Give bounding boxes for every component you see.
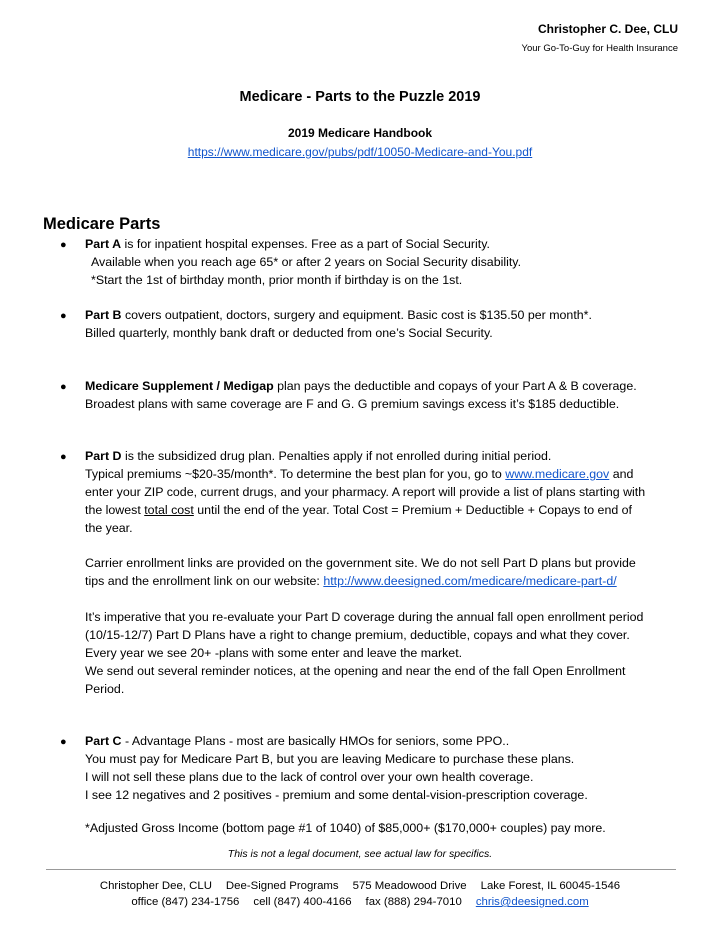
part-d-line5: the year. <box>85 521 133 535</box>
medigap-line1: plan pays the deductible and copays of your Part A & B coverage. <box>273 379 637 393</box>
part-b-label: Part B <box>85 308 122 322</box>
handbook-label: 2019 Medicare Handbook <box>287 126 433 140</box>
part-d-p3-line2: (10/15-12/7) Part D Plans have a right to change premium, deductible, copays and what they cover. <box>85 628 630 642</box>
footer-company: Dee-Signed Programs <box>225 880 339 892</box>
part-d-p3-line4: We send out several reminder notices, at the opening and near the end of the fall Open Enrollment <box>85 664 626 678</box>
part-d-line2-pre: Typical premiums ~$20-35/month*. To determine the best plan for you, go to <box>85 467 506 481</box>
bullet-part-c: ● <box>60 736 67 748</box>
footer-fax: fax (888) 294-7010 <box>365 896 462 908</box>
footer-street: 575 Meadowood Drive <box>352 880 467 892</box>
bullet-part-d: ● <box>60 451 67 463</box>
part-c-block <box>85 732 685 804</box>
legal-disclaimer: This is not a legal document, see actual law for specifics. <box>227 848 493 860</box>
part-d-line1: is the subsidized drug plan. Penalties apply if not enrolled during initial period. <box>121 449 552 463</box>
footer-office: office (847) 234-1756 <box>131 896 240 908</box>
part-d-para3 <box>85 608 685 698</box>
part-d-p2-line1: Carrier enrollment links are provided on the government site. We do not sell Part D plans but provide <box>85 556 636 570</box>
part-d-p3-line1: It’s imperative that you re-evaluate your Part D coverage during the annual fall open enrollment period <box>85 610 644 624</box>
footer-city: Lake Forest, IL 60045-1546 <box>480 880 621 892</box>
part-c-line4: I see 12 negatives and 2 positives - premium and some dental-vision-prescription coverage. <box>85 788 588 802</box>
part-d-label: Part D <box>85 449 122 463</box>
part-a-label: Part A <box>85 237 122 251</box>
part-d-line2-post: and <box>609 467 634 481</box>
bullet-part-a: ● <box>60 239 67 251</box>
part-d-block <box>85 447 685 537</box>
part-d-para2 <box>85 554 685 590</box>
header-tagline: Your Go-To-Guy for Health Insurance <box>521 43 678 54</box>
part-a-block <box>85 235 685 289</box>
part-b-line1: covers outpatient, doctors, surgery and equipment. Basic cost is $135.50 per month*. <box>121 308 592 322</box>
part-a-line2: Available when you reach age 65* or after 2 years on Social Security disability. <box>91 255 522 269</box>
part-d-p3-line3: Every year we see 20+ -plans with some enter and leave the market. <box>85 646 463 660</box>
part-d-p3-line5: Period. <box>85 682 125 696</box>
header-name: Christopher C. Dee, CLU <box>537 22 678 36</box>
footer-cell: cell (847) 400-4166 <box>253 896 352 908</box>
footer-contact-line <box>0 893 720 911</box>
part-d-line4-pre: the lowest <box>85 503 145 517</box>
agi-note: *Adjusted Gross Income (bottom page #1 of 1040) of $85,000+ ($170,000+ couples) pay more. <box>85 821 606 835</box>
part-c-line3: I will not sell these plans due to the lack of control over your own health coverage. <box>85 770 534 784</box>
footer-name: Christopher Dee, CLU <box>99 880 212 892</box>
medigap-line2: Broadest plans with same coverage are F and G. G premium savings excess it’s $185 deductible. <box>85 397 620 411</box>
part-a-line3: *Start the 1st of birthday month, prior month if birthday is on the 1st. <box>91 273 463 287</box>
part-c-label: Part C <box>85 734 122 748</box>
total-cost-term: total cost <box>144 503 194 517</box>
part-c-line1: - Advantage Plans - most are basically HMOs for seniors, some PPO.. <box>121 734 510 748</box>
bullet-medigap: ● <box>60 381 67 393</box>
handbook-link[interactable]: https://www.medicare.gov/pubs/pdf/10050-Medicare-and-You.pdf <box>187 145 533 159</box>
page-title: Medicare - Parts to the Puzzle 2019 <box>239 89 481 105</box>
bullet-part-b: ● <box>60 310 67 322</box>
medigap-label: Medicare Supplement / Medigap <box>85 379 274 393</box>
footer-divider <box>46 869 676 870</box>
part-b-block <box>85 306 685 342</box>
part-a-line1: is for inpatient hospital expenses. Free as a part of Social Security. <box>121 237 490 251</box>
medigap-block <box>85 377 685 413</box>
section-title: Medicare Parts <box>43 215 161 233</box>
handbook-link-wrap <box>0 143 720 161</box>
part-c-line2: You must pay for Medicare Part B, but you are leaving Medicare to purchase these plans. <box>85 752 575 766</box>
footer-email-link[interactable]: chris@deesigned.com <box>475 896 589 908</box>
deesigned-part-d-link[interactable]: http://www.deesigned.com/medicare/medicare-part-d/ <box>323 574 617 588</box>
part-d-line3: enter your ZIP code, current drugs, and your pharmacy. A report will provide a list of plans starting with <box>85 485 646 499</box>
part-b-line2: Billed quarterly, monthly bank draft or deducted from one’s Social Security. <box>85 326 493 340</box>
medicare-gov-link[interactable]: www.medicare.gov <box>505 467 610 481</box>
part-d-p2-line2-pre: tips and the enrollment link on our website: <box>85 574 324 588</box>
part-d-line4-post: until the end of the year. Total Cost = Premium + Deductible + Copays to end of <box>193 503 633 517</box>
